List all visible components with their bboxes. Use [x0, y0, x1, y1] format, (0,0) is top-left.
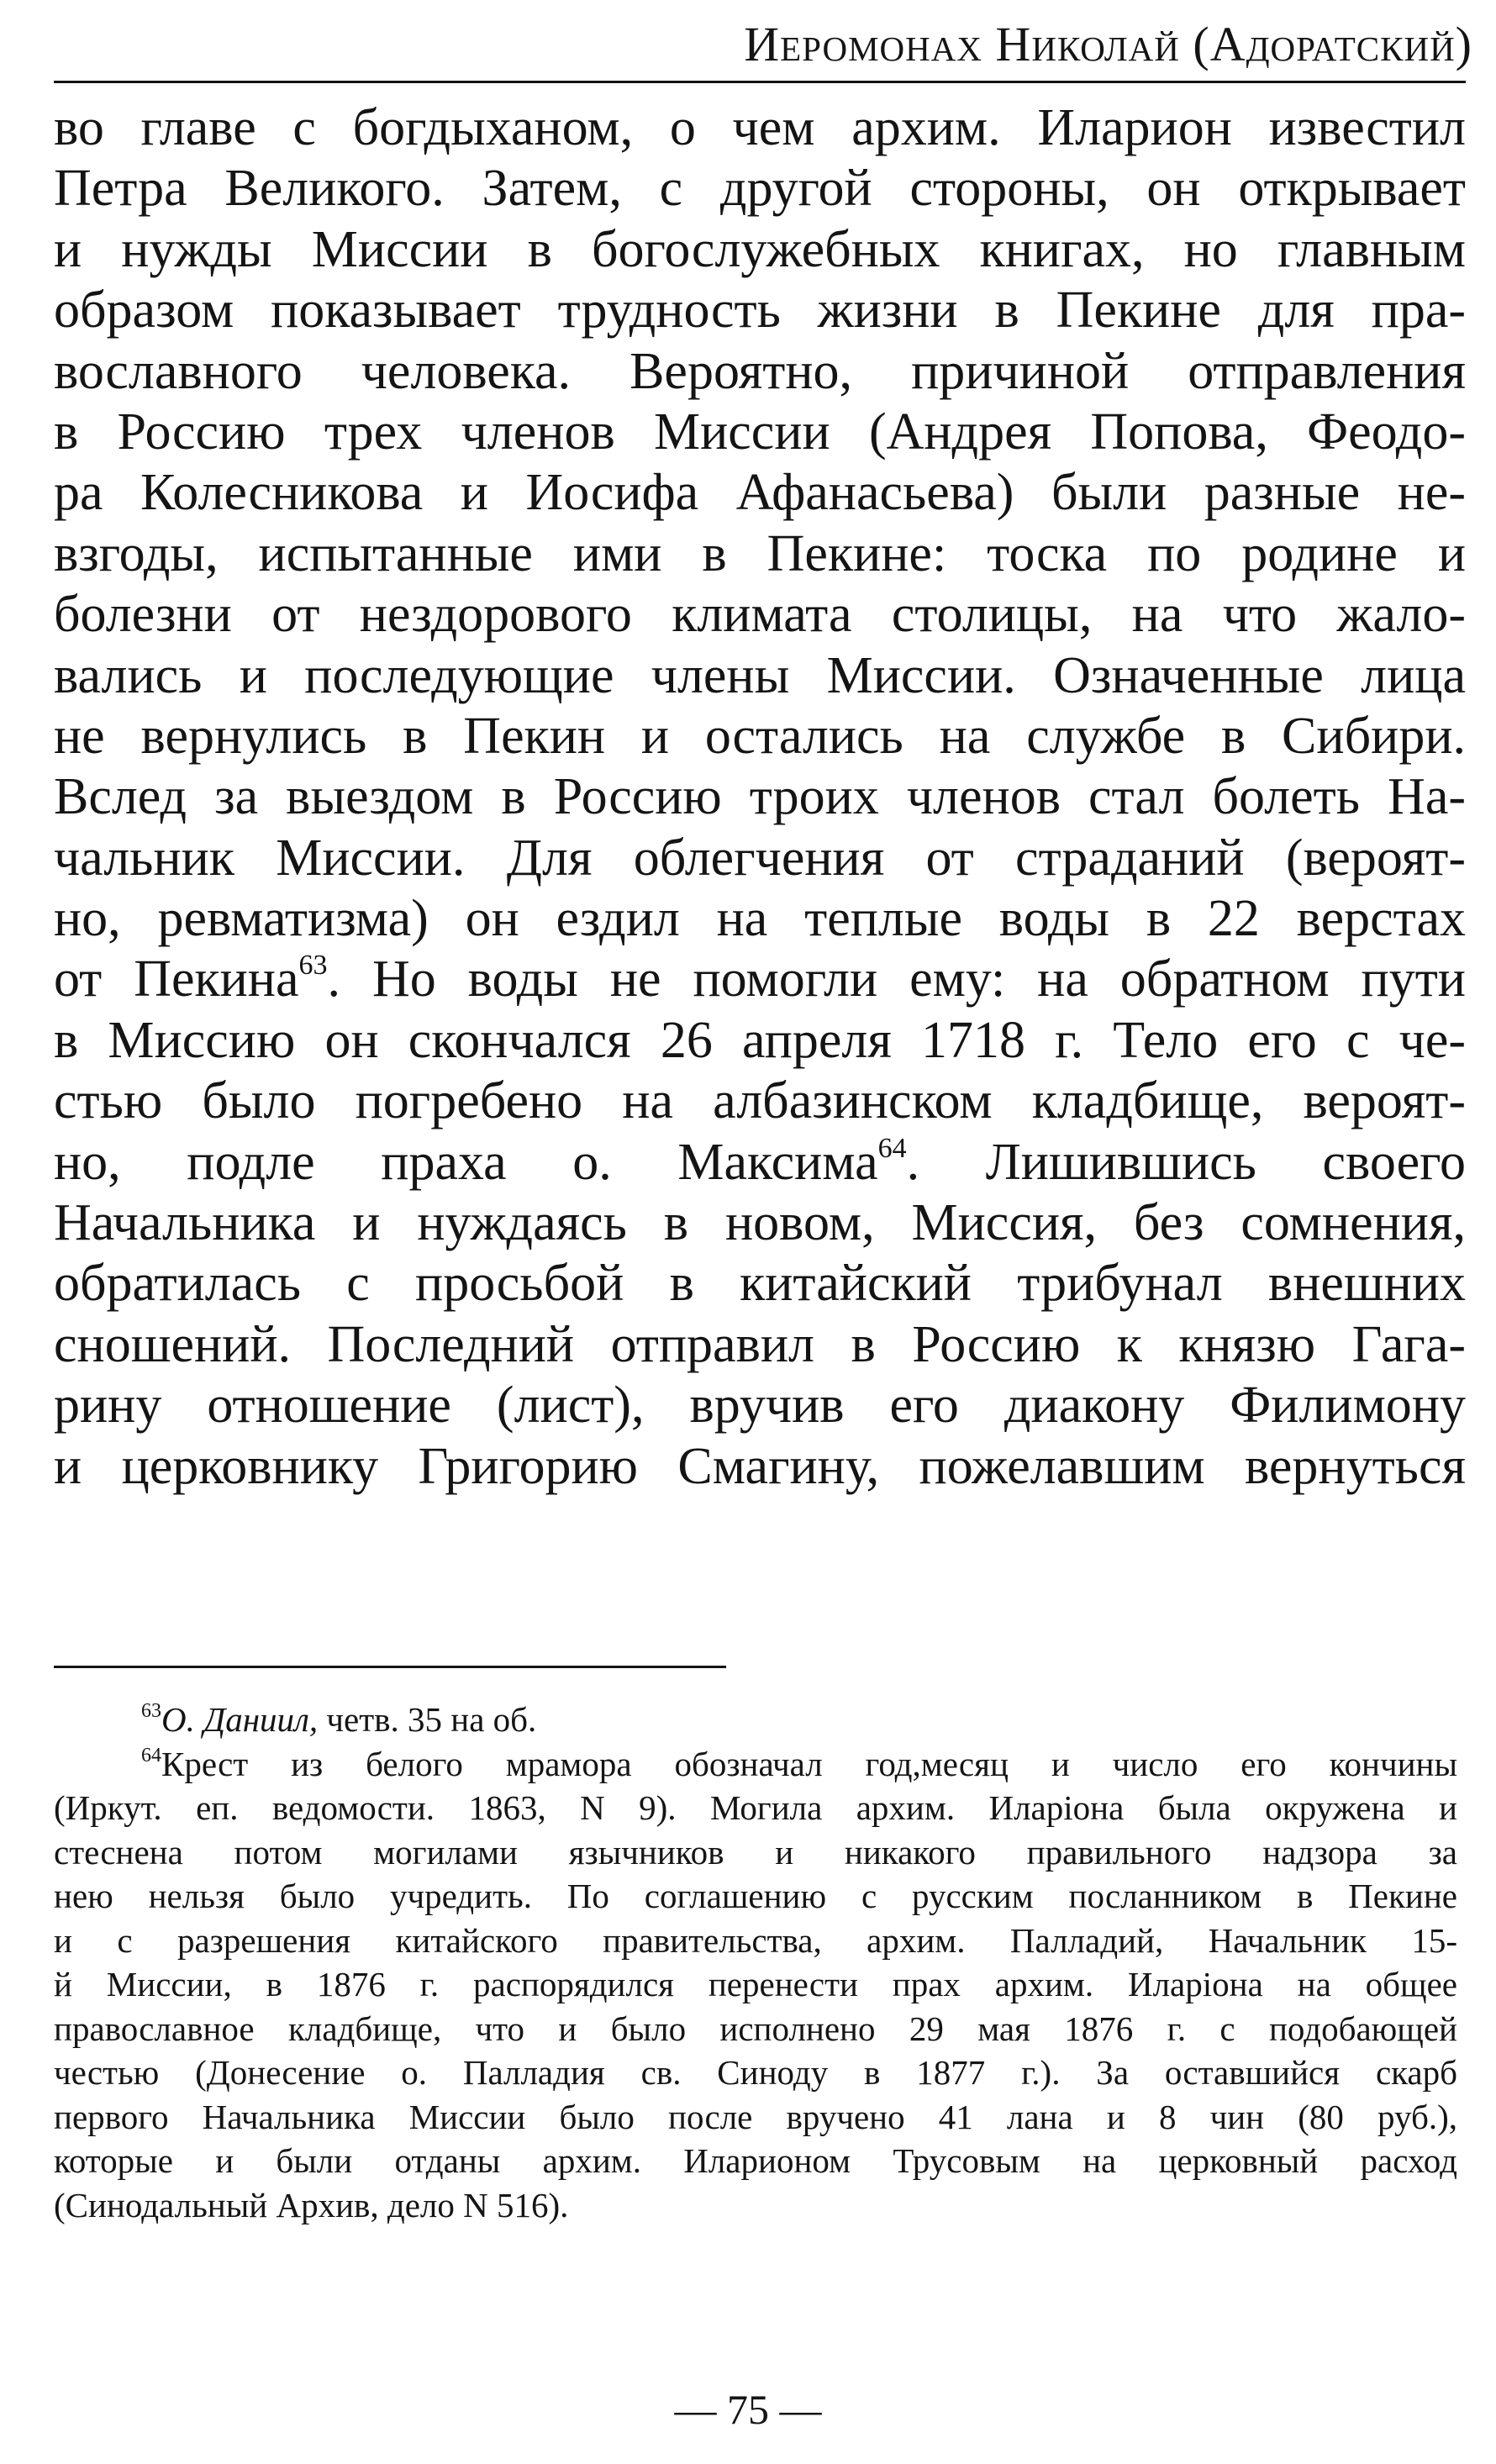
text-line: сношений. Последний отправил в Россию к князю Гага-	[54, 1315, 1466, 1373]
text-line: и церковнику Григорию Смагину, пожелавшим вернуться	[54, 1437, 1466, 1495]
footnote-text: четв. 35 на об.	[318, 1700, 537, 1739]
footnote-63	[54, 1698, 1457, 1742]
text-line: образом показывает трудность жизни в Пекине для пра-	[54, 282, 1466, 340]
text-line: в Россию трех членов Миссии (Андрея Попова, Феодо-	[54, 403, 1466, 461]
text-line: и нужды Миссии в богослужебных книгах, но главным	[54, 220, 1466, 278]
text-line: во главе с богдыханом, о чем архим. Иларион известил	[54, 99, 1466, 156]
footnote-line: честью (Донесение о. Палладия св. Синоду в 1877 г.). За оставшийся скарб	[54, 2053, 1457, 2092]
text-line: обратилась с просьбой в китайский трибунал внешних	[54, 1255, 1466, 1313]
text-line	[54, 1132, 1466, 1193]
text-line: в Миссию он скончался 26 апреля 1718 г. Тело его с че-	[54, 1011, 1466, 1069]
text-line: Вслед за выездом в Россию троих членов стал болеть На-	[54, 768, 1466, 826]
text-segment: . Лишившись своего	[906, 1133, 1466, 1191]
page-number: — 75 —	[674, 2386, 822, 2433]
footnote-ref-64[interactable]: 64	[877, 1132, 907, 1164]
footnote-separator	[54, 1666, 726, 1668]
text-segment: от Пекина	[54, 950, 299, 1008]
text-line: взгоды, испытанные ими в Пекине: тоска по родине и	[54, 524, 1466, 582]
text-line	[54, 949, 1466, 1009]
text-line: ра Колесникова и Иосифа Афанасьева) были разные не-	[54, 464, 1466, 522]
footnote-author: О. Даниил,	[161, 1700, 319, 1739]
footnote-line: стеснена потом могилами язычников и никакого правильного надзора за	[54, 1832, 1457, 1872]
text-line: Начальника и нуждаясь в новом, Миссия, без сомнения,	[54, 1194, 1466, 1252]
footnote-line: первого Начальника Миссии было после вручено 41 лана и 8 чин (80 руб.),	[54, 2097, 1457, 2136]
text-line: чальник Миссии. Для облегчения от страданий (вероят-	[54, 829, 1466, 887]
footnote-64	[54, 1742, 1457, 1787]
text-segment: . Но воды не помогли ему: на обратном пути	[327, 950, 1466, 1008]
footnotes-block	[54, 1698, 1457, 2227]
footnote-line: и с разрешения китайского правительства, архим. Палладий, Начальник 15-	[54, 1920, 1457, 1960]
footnote-line: (Иркут. еп. ведомости. 1863, N 9). Могила архим. Иларіона была окружена и	[54, 1788, 1457, 1827]
footnote-line: которые и были отданы архим. Иларионом Трусовым на церковный расход	[54, 2141, 1457, 2180]
text-line: стью было погребено на албазинском кладбище, вероят-	[54, 1072, 1466, 1130]
footnote-ref-63[interactable]: 63	[298, 950, 328, 982]
footnote-line: православное кладбище, что и было исполнено 29 мая 1876 г. с подобающей	[54, 2009, 1457, 2048]
text-line: но, ревматизма) он ездил на теплые воды в 22 верстах	[54, 890, 1466, 948]
running-header-title: Иеромонах Николай (Адоратский)	[744, 17, 1472, 71]
text-line: Петра Великого. Затем, с другой стороны, он открывает	[54, 160, 1466, 218]
text-line: не вернулись в Пекин и остались на службе в Сибири.	[54, 707, 1466, 765]
footnote-line: й Миссии, в 1876 г. распорядился перенести прах архим. Иларіона на общее	[54, 1965, 1457, 2003]
header-rule	[54, 81, 1466, 83]
footnote-line: (Синодальный Архив, дело N 516).	[54, 2185, 569, 2224]
footnote-number: 64	[141, 1744, 161, 1766]
footnote-line: нею нельзя было учредить. По соглашению с русским посланником в Пекине	[54, 1877, 1457, 1915]
text-segment: но, подле праха о. Максима	[54, 1133, 878, 1191]
footnote-text: Крест из белого мрамора обозначал год,месяц и число его кончины	[161, 1744, 1457, 1783]
main-text-block	[54, 97, 1466, 1497]
footnote-number: 63	[141, 1700, 161, 1722]
text-line: вались и последующие члены Миссии. Означенные лица	[54, 646, 1466, 704]
text-line: вославного человека. Вероятно, причиной отправления	[54, 342, 1466, 400]
text-line: рину отношение (лист), вручив его диакону Филимону	[54, 1377, 1466, 1435]
text-line: болезни от нездорового климата столицы, на что жало-	[54, 586, 1466, 644]
